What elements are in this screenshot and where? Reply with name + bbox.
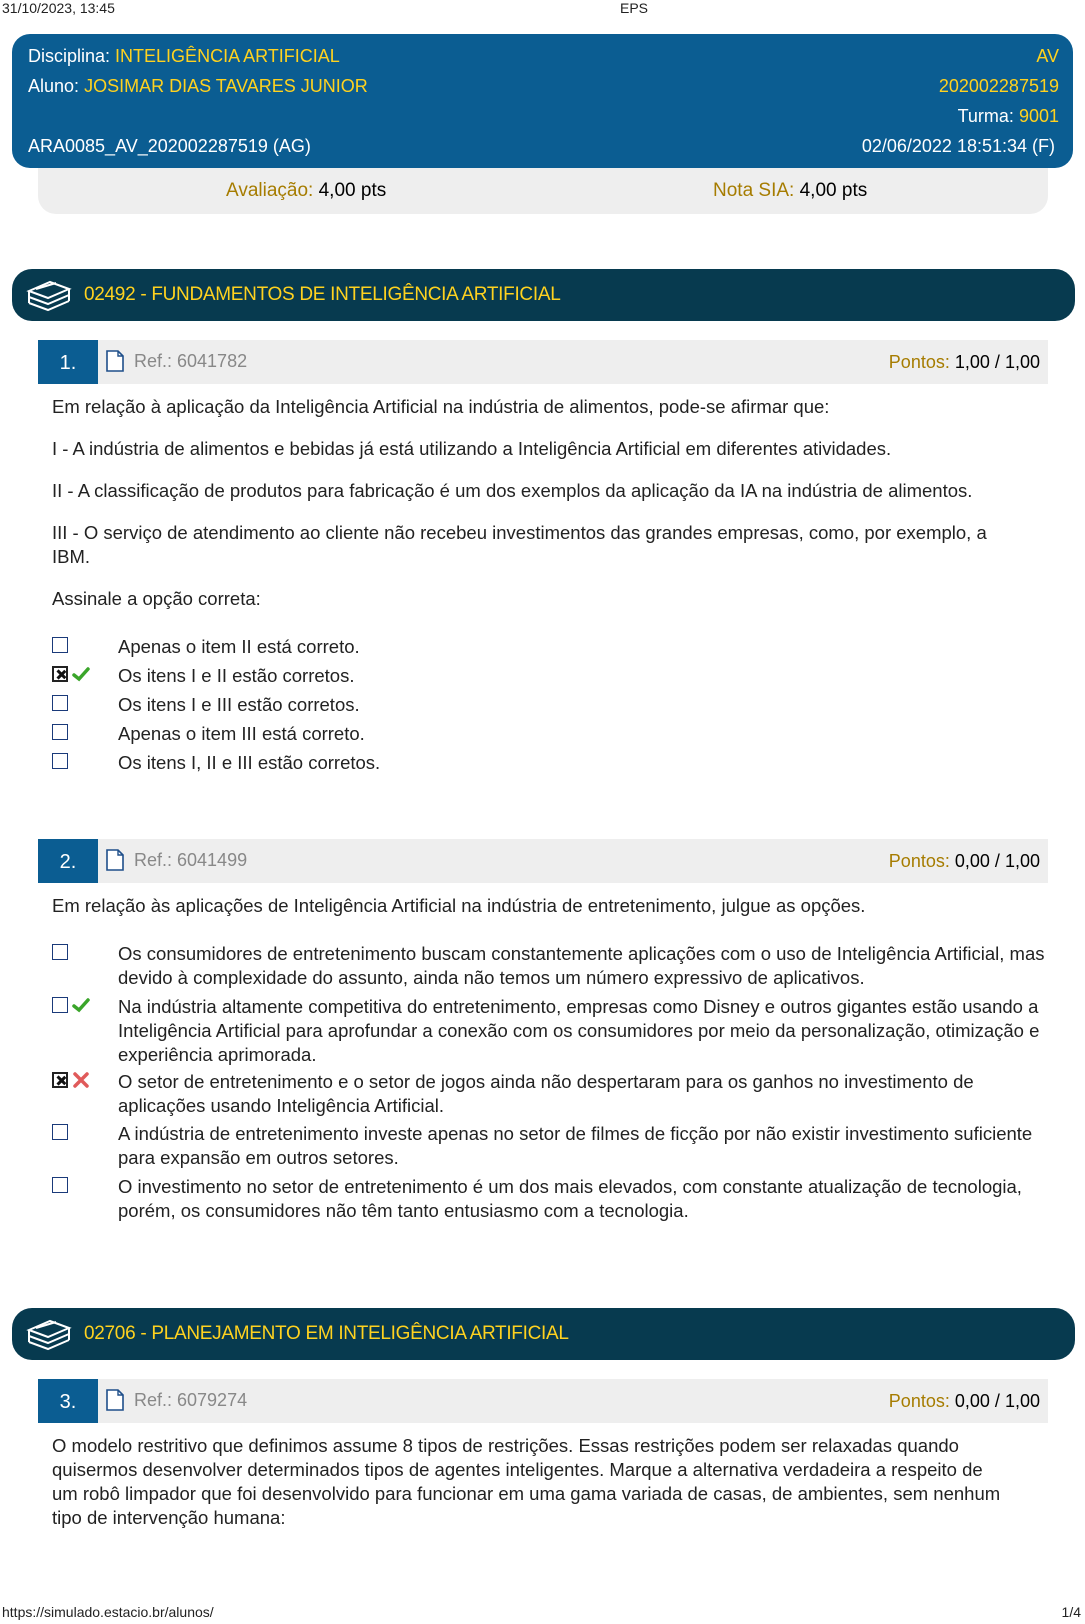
document-icon xyxy=(106,350,124,372)
nota-unit: pts xyxy=(841,180,868,201)
avaliacao-value: 4,00 xyxy=(318,180,356,201)
aluno-label: Aluno: xyxy=(28,76,80,96)
section-header xyxy=(12,269,1075,321)
matricula: 202002287519 xyxy=(938,76,1059,96)
points-label: Pontos: xyxy=(888,851,950,871)
exam-header-card xyxy=(12,34,1073,168)
question-points xyxy=(889,851,1040,872)
correct-check-icon xyxy=(72,665,90,683)
checkbox[interactable] xyxy=(52,724,68,740)
option-text: Apenas o item II está correto. xyxy=(118,636,360,657)
question-ref: Ref.: 6041499 xyxy=(134,850,248,870)
print-url: https://simulado.estacio.br/alunos/ xyxy=(2,1604,214,1620)
question-item: I - A indústria de alimentos e bebidas já está utilizando a Inteligência Artificial em diferentes atividades. xyxy=(52,438,892,459)
checkbox[interactable] xyxy=(52,695,68,711)
document-icon xyxy=(106,849,124,871)
points-label: Pontos: xyxy=(888,352,950,372)
question-header xyxy=(38,1379,1048,1423)
points-value: 0,00 xyxy=(954,851,990,871)
checkbox[interactable] xyxy=(52,637,68,653)
exam-datetime: 02/06/2022 18:51:34 (F) xyxy=(861,136,1055,156)
print-page-number: 1/4 xyxy=(1061,1604,1081,1620)
points-max: 1,00 xyxy=(1004,352,1040,372)
option-text: Na indústria altamente competitiva do entretenimento, empresas como Disney e outros gigantes estão usando a Inteligência Artificial para aprofundar a conexão com os consumidores por meio da personalização, otimização e experiência aprimorada. xyxy=(118,996,1040,1065)
checkbox-checked[interactable] xyxy=(52,1072,68,1088)
aluno-line xyxy=(28,76,368,97)
disciplina-line xyxy=(28,46,340,67)
section-header xyxy=(12,1308,1075,1360)
print-header xyxy=(0,0,1085,16)
document-icon xyxy=(106,1389,124,1411)
correct-check-icon xyxy=(72,996,90,1014)
print-footer xyxy=(0,1604,1085,1624)
avaliacao-unit: pts xyxy=(360,180,387,201)
disciplina-value: INTELIGÊNCIA ARTIFICIAL xyxy=(115,46,340,66)
question-number: 1. xyxy=(38,340,98,384)
nota-value: 4,00 xyxy=(799,180,837,201)
turma-label: Turma: xyxy=(957,106,1014,126)
avaliacao-label: Avaliação: xyxy=(226,180,314,201)
nota-label: Nota SIA: xyxy=(713,180,795,201)
question-prompt: Assinale a opção correta: xyxy=(52,588,261,609)
question-ref: Ref.: 6041782 xyxy=(134,351,248,371)
print-datetime: 31/10/2023, 13:45 xyxy=(2,0,115,16)
exam-type: AV xyxy=(1036,46,1059,66)
option-text: Os itens I e II estão corretos. xyxy=(118,665,355,686)
checkbox-checked[interactable] xyxy=(52,666,68,682)
option-text: Os itens I e III estão corretos. xyxy=(118,694,360,715)
question-statement: Em relação à aplicação da Inteligência Artificial na indústria de alimentos, pode-se afirmar que: xyxy=(52,396,830,417)
books-icon xyxy=(26,1316,72,1352)
question-header xyxy=(38,839,1048,883)
question-statement: Em relação às aplicações de Inteligência Artificial na indústria de entretenimento, julgue as opções. xyxy=(52,895,866,916)
question-header xyxy=(38,340,1048,384)
section-title: 02706 - PLANEJAMENTO EM INTELIGÊNCIA ARTIFICIAL xyxy=(84,1323,569,1344)
option-text: O investimento no setor de entretenimento é um dos mais elevados, com constante atualização de tecnologia, porém, os consumidores não têm tanto entusiasmo com a tecnologia. xyxy=(118,1176,1022,1221)
question-item: III - O serviço de atendimento ao cliente não recebeu investimentos das grandes empresas, como, por exemplo, a IBM. xyxy=(52,522,987,567)
points-separator: / xyxy=(994,1391,1000,1411)
section-title: 02492 - FUNDAMENTOS DE INTELIGÊNCIA ARTIFICIAL xyxy=(84,284,561,305)
wrong-x-icon xyxy=(72,1071,90,1089)
checkbox[interactable] xyxy=(52,753,68,769)
aluno-value: JOSIMAR DIAS TAVARES JUNIOR xyxy=(84,76,368,96)
turma-value: 9001 xyxy=(1018,106,1059,126)
checkbox[interactable] xyxy=(52,1124,68,1140)
question-item: II - A classificação de produtos para fabricação é um dos exemplos da aplicação da IA na indústria de alimentos. xyxy=(52,480,973,501)
points-value: 1,00 xyxy=(954,352,990,372)
option-text: Apenas o item III está correto. xyxy=(118,723,365,744)
books-icon xyxy=(26,277,72,313)
points-label: Pontos: xyxy=(888,1391,950,1411)
option-text: Os consumidores de entretenimento buscam constantemente aplicações com o uso de Inteligência Artificial, mas devido à complexidade do assunto, ainda não temos um número expressivo de aplicativos. xyxy=(118,943,1045,988)
checkbox[interactable] xyxy=(52,1177,68,1193)
question-points xyxy=(889,1391,1040,1412)
points-separator: / xyxy=(994,851,1000,871)
points-max: 1,00 xyxy=(1004,1391,1040,1411)
question-statement: O modelo restritivo que definimos assume 8 tipos de restrições. Essas restrições podem ser relaxadas quando quisermos desenvolver determinados tipos de agentes inteligentes. Marque a alternativa verdadeira a respeito de um robô limpador que foi desenvolvido para funcionar em uma gama variada de casas, de ambientes, sem nenhum tipo de intervenção humana: xyxy=(52,1435,1001,1528)
question-number: 2. xyxy=(38,839,98,883)
exam-code: ARA0085_AV_202002287519 (AG) xyxy=(28,136,311,156)
nota-sia-score xyxy=(713,180,867,202)
checkbox[interactable] xyxy=(52,944,68,960)
option-text: Os itens I, II e III estão corretos. xyxy=(118,752,381,773)
disciplina-label: Disciplina: xyxy=(28,46,111,66)
option-text: A indústria de entretenimento investe apenas no setor de filmes de ficção por não existir investimento suficiente para expansão em outros setores. xyxy=(118,1123,1033,1168)
points-max: 1,00 xyxy=(1004,851,1040,871)
points-separator: / xyxy=(994,352,1000,372)
turma-line xyxy=(958,106,1059,127)
print-title: EPS xyxy=(620,0,649,16)
option-text: O setor de entretenimento e o setor de jogos ainda não despertaram para os ganhos no investimento de aplicações usando Inteligência Artificial. xyxy=(118,1071,974,1116)
question-ref: Ref.: 6079274 xyxy=(134,1390,248,1410)
checkbox[interactable] xyxy=(52,997,68,1013)
question-points xyxy=(889,352,1040,373)
avaliacao-score xyxy=(226,180,386,202)
points-value: 0,00 xyxy=(954,1391,990,1411)
question-number: 3. xyxy=(38,1379,98,1423)
score-bar xyxy=(38,168,1048,214)
